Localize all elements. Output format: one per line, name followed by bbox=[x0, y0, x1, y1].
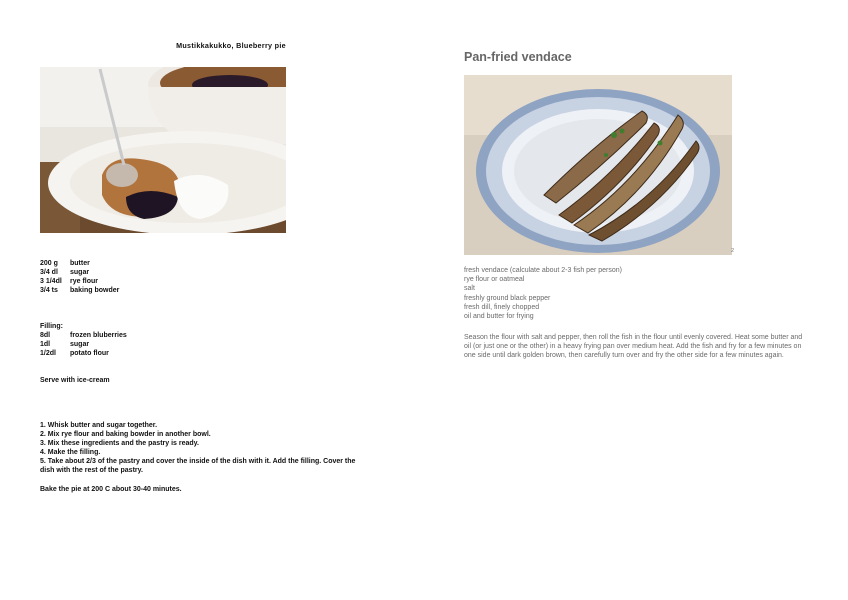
ingredient-qty: 200 g bbox=[40, 260, 58, 267]
vendace-ingredient-list bbox=[464, 266, 622, 321]
filling-row bbox=[40, 340, 127, 349]
ingredient-row bbox=[40, 259, 119, 268]
ingredient-row bbox=[40, 286, 119, 295]
filling-list bbox=[40, 322, 127, 358]
ingredient-item: rye flour bbox=[70, 278, 99, 286]
filling-row bbox=[40, 349, 127, 358]
ingredient-qty: 3/4 dl bbox=[40, 269, 58, 277]
vendace-ingredient: fresh dill, finely chopped bbox=[464, 303, 540, 311]
filling-qty: 1dl bbox=[40, 341, 51, 349]
serve-note: Serve with ice-cream bbox=[40, 377, 110, 384]
ingredient-list bbox=[40, 259, 119, 295]
filling-qty: 1/2dl bbox=[40, 350, 56, 358]
ingredient-qty: 3 1/4dl bbox=[40, 278, 62, 286]
vendace-ingredient: salt bbox=[464, 285, 475, 293]
filling-heading: Filling: bbox=[40, 323, 63, 330]
filling-item: sugar bbox=[70, 341, 90, 349]
vendace-ingredient: fresh vendace (calculate about 2-3 fish per person) bbox=[464, 267, 622, 274]
recipe-title-blueberry-pie: Mustikkakukko, Blueberry pie bbox=[176, 41, 286, 50]
step-item: 4. Make the filling. bbox=[40, 449, 101, 457]
ingredient-item: sugar bbox=[70, 269, 90, 277]
recipe-title-vendace: Pan-fried vendace bbox=[464, 50, 572, 64]
blueberry-pie-photo bbox=[40, 67, 286, 233]
vendace-method: Season the flour with salt and pepper, then roll the fish in the flour until evenly covered. Heat some butter and oil (or just one or the other) in a heavy frying pan over medium heat. Add the fish and fry for a few minutes on one side until dark golden brown, then carefully turn over and fry the other side for a few minutes again. bbox=[464, 334, 803, 360]
ingredient-row bbox=[40, 277, 119, 286]
filling-item: potato flour bbox=[70, 350, 109, 358]
vendace-ingredient: rye flour or oatmeal bbox=[464, 276, 525, 284]
vendace-ingredient: oil and butter for frying bbox=[464, 313, 534, 321]
step-item: 5. Take about 2/3 of the pastry and cover the inside of the dish with it. Add the filling. Cover the dish with the rest of the pastry. bbox=[40, 458, 356, 475]
filling-qty: 8dl bbox=[40, 332, 51, 340]
footnote-marker: 2 bbox=[731, 248, 735, 254]
filling-item: frozen bluberries bbox=[70, 332, 127, 340]
vendace-photo bbox=[464, 75, 735, 255]
ingredient-item: butter bbox=[70, 260, 90, 267]
vendace-ingredient: freshly ground black pepper bbox=[464, 294, 551, 302]
ingredient-item: baking bowder bbox=[70, 287, 120, 295]
step-item: 1. Whisk butter and sugar together. bbox=[40, 422, 158, 429]
bake-note: Bake the pie at 200 C about 30-40 minutes. bbox=[40, 486, 182, 493]
ingredient-row bbox=[40, 268, 119, 277]
ingredient-qty: 3/4 ts bbox=[40, 287, 58, 295]
step-item: 2. Mix rye flour and baking bowder in another bowl. bbox=[40, 431, 211, 439]
step-item: 3. Mix these ingredients and the pastry is ready. bbox=[40, 440, 199, 448]
instruction-steps bbox=[40, 421, 370, 476]
filling-row bbox=[40, 331, 127, 340]
